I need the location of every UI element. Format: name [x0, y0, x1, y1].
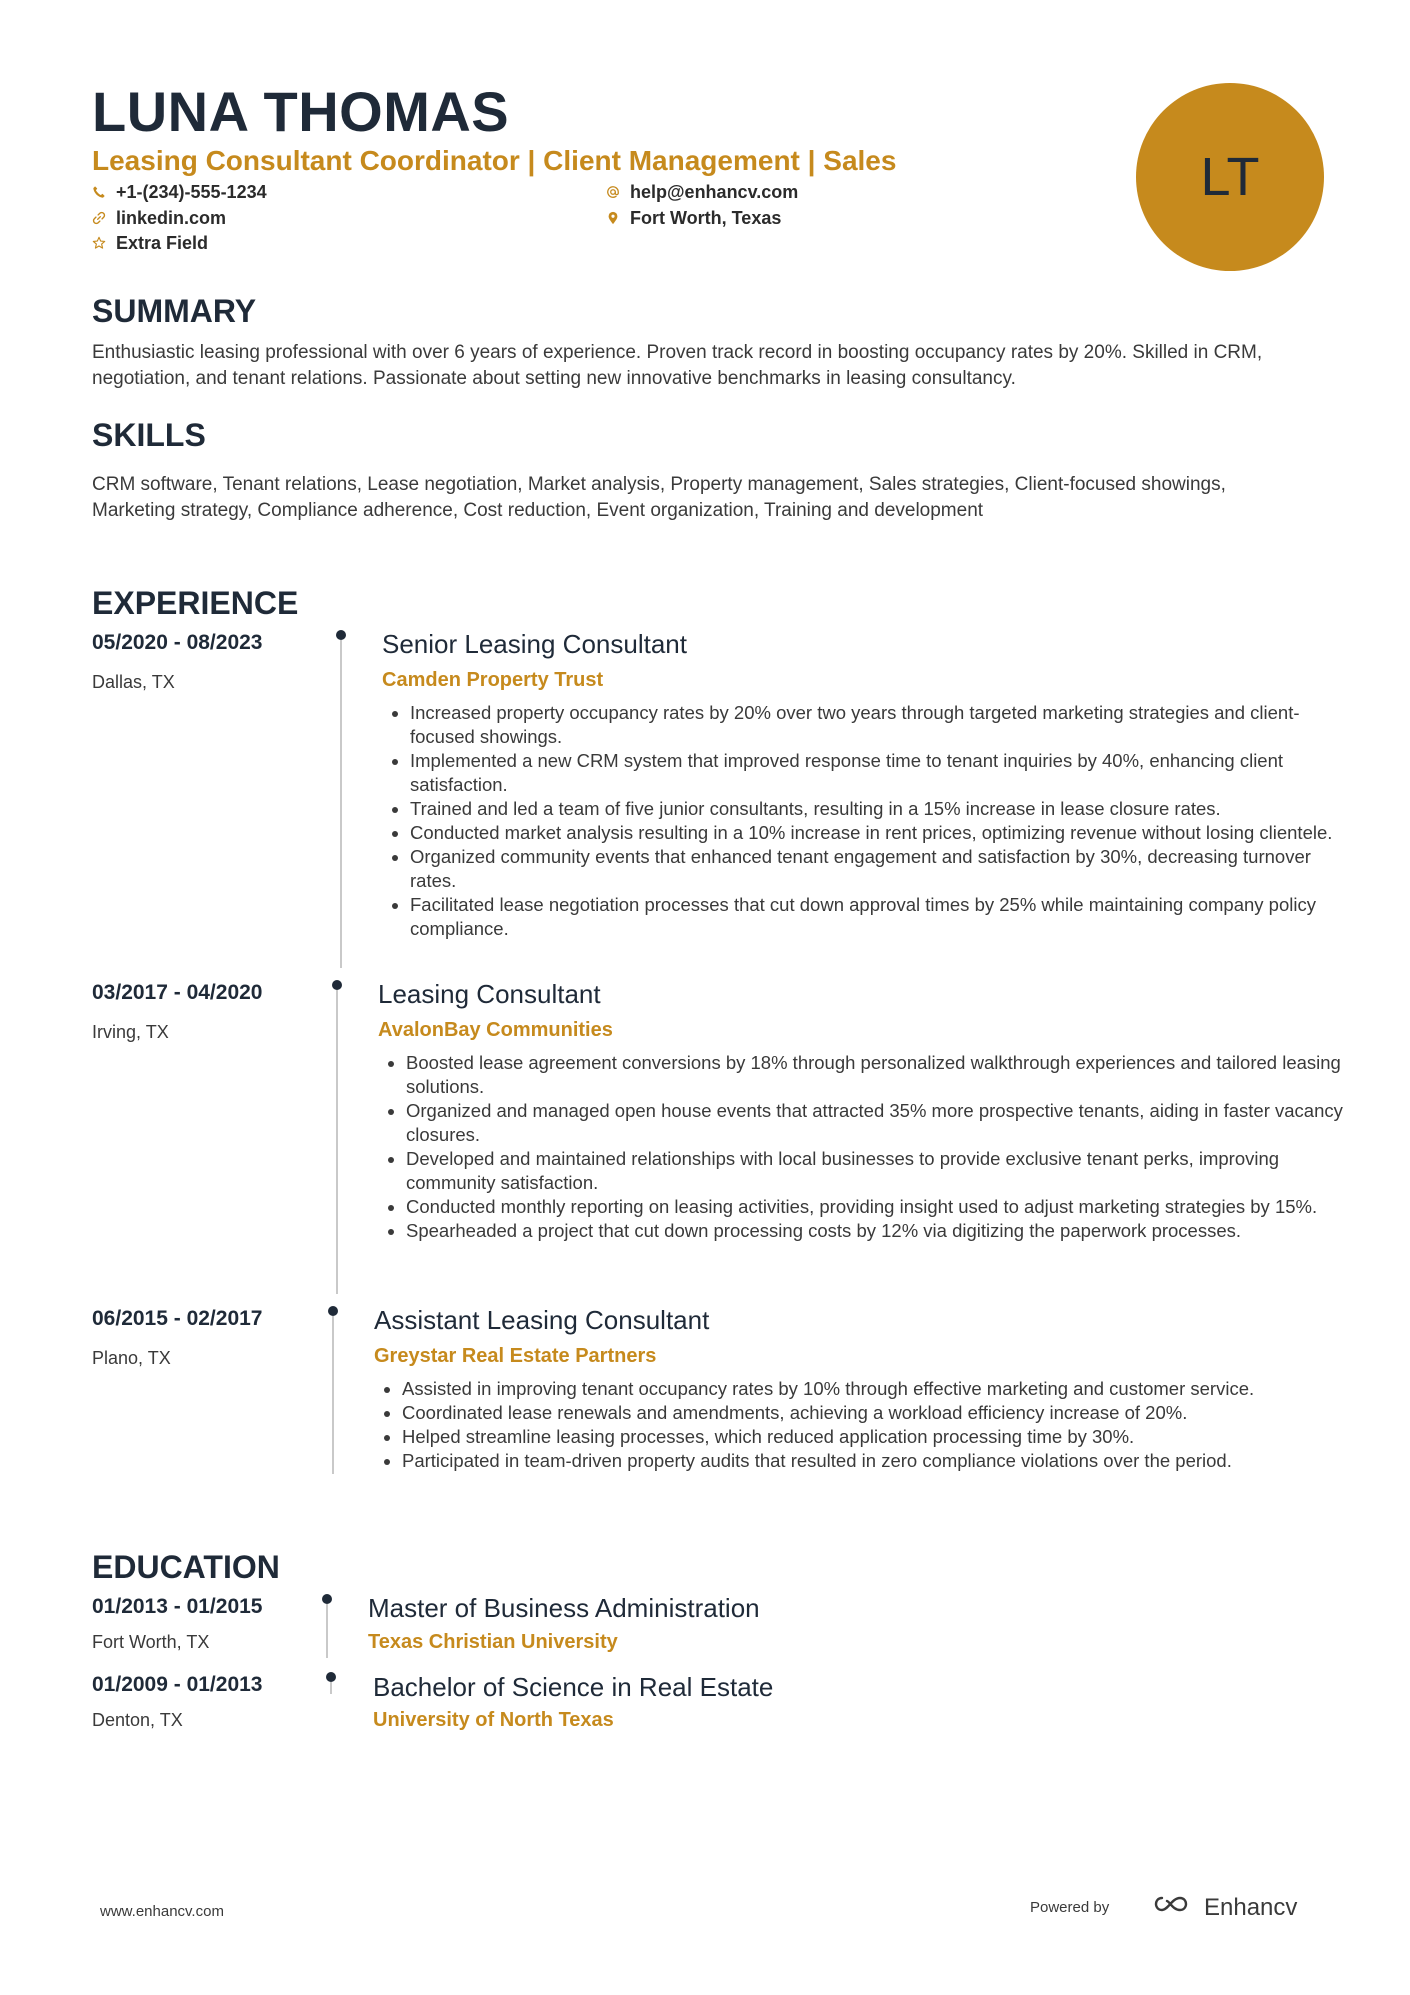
timeline-dot	[328, 1306, 338, 1316]
list-item: • Implemented a new CRM system that improved response time to tenant inquiries by 40%, enhancing client satisfaction.	[410, 749, 1356, 797]
avatar	[1136, 83, 1324, 271]
skills-title: SKILLS	[92, 417, 206, 453]
contact-extra	[92, 231, 208, 255]
job-company: Camden Property Trust	[382, 669, 604, 691]
list-item: • Assisted in improving tenant occupancy rates by 10% through effective marketing and customer service.	[402, 1377, 1356, 1401]
education-school: Texas Christian University	[368, 1631, 618, 1653]
job-dates: 03/2017 - 04/2020	[92, 981, 263, 1004]
job-role: Assistant Leasing Consultant	[374, 1305, 710, 1335]
timeline-dot	[336, 630, 346, 640]
brand-logo[interactable]	[1150, 1892, 1297, 1923]
timeline-line	[330, 1682, 332, 1694]
job-role: Leasing Consultant	[378, 979, 601, 1009]
list-item: • Boosted lease agreement conversions by 18% through personalized walkthrough experiences and tailored leasing solutions.	[406, 1051, 1356, 1099]
powered-by-label: Powered by	[1030, 1899, 1110, 1916]
job-dates: 06/2015 - 02/2017	[92, 1307, 263, 1330]
education-degree: Bachelor of Science in Real Estate	[373, 1672, 774, 1702]
job-company: AvalonBay Communities	[378, 1019, 613, 1041]
list-item: • Helped streamline leasing processes, which reduced application processing time by 30%.	[402, 1425, 1356, 1449]
summary-text: Enthusiastic leasing professional with over 6 years of experience. Proven track record in boosting occupancy rates by 20%. Skilled in CRM, negotiation, and tenant relations. Passionate about setting new innovative benchmarks in leasing consultancy.	[92, 342, 1263, 389]
job-company: Greystar Real Estate Partners	[374, 1345, 657, 1367]
job-bullets	[382, 701, 1356, 941]
job-location: Dallas, TX	[92, 672, 175, 692]
job-dates: 05/2020 - 08/2023	[92, 631, 263, 654]
list-item: • Developed and maintained relationships with local businesses to provide exclusive tenant perks, improving community satisfaction.	[406, 1147, 1356, 1195]
timeline-line	[326, 1604, 328, 1658]
footer-url[interactable]: www.enhancv.com	[100, 1903, 224, 1920]
contact-linkedin[interactable]	[92, 206, 226, 230]
education-school: University of North Texas	[373, 1709, 614, 1731]
list-item: • Facilitated lease negotiation processes that cut down approval times by 25% while maintaining company policy compliance.	[410, 893, 1356, 941]
phone-text: +1-(234)-555-1234	[116, 182, 267, 202]
experience-title: EXPERIENCE	[92, 585, 299, 621]
at-icon	[606, 185, 620, 199]
list-item: • Organized and managed open house events that attracted 35% more prospective tenants, aiding in faster vacancy closures.	[406, 1099, 1356, 1147]
link-icon	[92, 211, 106, 225]
education-location: Denton, TX	[92, 1710, 183, 1730]
list-item: • Coordinated lease renewals and amendments, achieving a workload efficiency increase of 20%.	[402, 1401, 1356, 1425]
timeline-dot	[326, 1672, 336, 1682]
job-bullets	[378, 1051, 1356, 1243]
list-item: • Trained and led a team of five junior consultants, resulting in a 15% increase in lease closure rates.	[410, 797, 1356, 821]
extra-field-text: Extra Field	[116, 233, 209, 253]
timeline-line	[332, 1316, 334, 1474]
infinity-logo-icon	[1150, 1892, 1204, 1923]
contact-location	[606, 206, 781, 230]
contact-phone	[92, 180, 267, 204]
avatar-initials: LT	[1200, 147, 1260, 207]
list-item: • Organized community events that enhanced tenant engagement and satisfaction by 30%, decreasing turnover rates.	[410, 845, 1356, 893]
timeline-line	[336, 990, 338, 1294]
summary-title: SUMMARY	[92, 293, 257, 329]
location-text: Fort Worth, Texas	[630, 208, 782, 228]
job-location: Plano, TX	[92, 1348, 171, 1368]
education-dates: 01/2013 - 01/2015	[92, 1595, 263, 1618]
candidate-name: LUNA THOMAS	[92, 80, 510, 143]
email-text[interactable]: help@enhancv.com	[630, 182, 799, 202]
phone-icon	[92, 185, 106, 199]
list-item: • Increased property occupancy rates by 20% over two years through targeted marketing strategies and client-focused showings.	[410, 701, 1356, 749]
timeline-dot	[322, 1594, 332, 1604]
job-bullets	[374, 1377, 1356, 1473]
education-degree: Master of Business Administration	[368, 1593, 760, 1623]
candidate-headline: Leasing Consultant Coordinator | Client Management | Sales	[92, 145, 897, 176]
star-icon	[92, 236, 106, 250]
location-pin-icon	[606, 211, 620, 225]
job-location: Irving, TX	[92, 1022, 169, 1042]
skills-text: CRM software, Tenant relations, Lease negotiation, Market analysis, Property management, Sales strategies, Client-focused showings, Marketing strategy, Compliance adherence, Cost reduction, Event organization, Training and development	[92, 474, 1226, 521]
list-item: • Conducted market analysis resulting in a 10% increase in rent prices, optimizing revenue without losing clientele.	[410, 821, 1356, 845]
education-title: EDUCATION	[92, 1549, 280, 1585]
timeline-dot	[332, 980, 342, 990]
list-item: • Participated in team-driven property audits that resulted in zero compliance violations over the period.	[402, 1449, 1356, 1473]
brand-name: Enhancv	[1204, 1893, 1298, 1921]
job-role: Senior Leasing Consultant	[382, 629, 687, 659]
list-item: • Conducted monthly reporting on leasing activities, providing insight used to adjust marketing strategies by 15%.	[406, 1195, 1356, 1219]
linkedin-text[interactable]: linkedin.com	[116, 208, 227, 228]
list-item: • Spearheaded a project that cut down processing costs by 12% via digitizing the paperwork processes.	[406, 1219, 1356, 1243]
contact-email[interactable]	[606, 180, 798, 204]
education-location: Fort Worth, TX	[92, 1632, 210, 1652]
education-dates: 01/2009 - 01/2013	[92, 1673, 263, 1696]
timeline-line	[340, 640, 342, 968]
